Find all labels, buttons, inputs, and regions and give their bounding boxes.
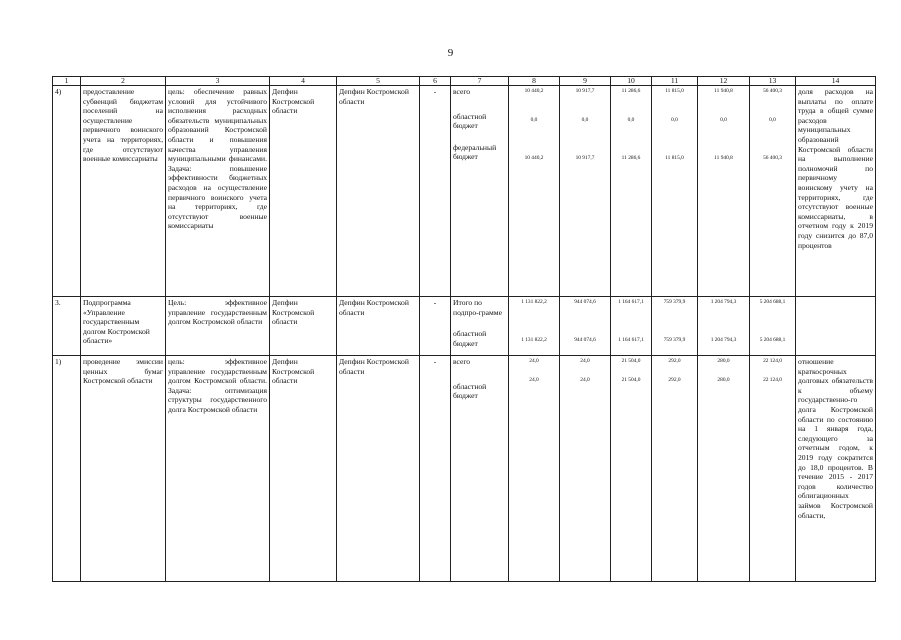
page-number: 9: [447, 47, 454, 59]
cell-value: 10 440,2: [524, 155, 544, 162]
cell-value: 1 131 822,2: [521, 337, 547, 344]
value-2016: [560, 356, 611, 582]
value-2017: [611, 356, 652, 582]
row-number: 3.: [53, 297, 81, 356]
target-indicator: отношение краткосрочных долговых обязательств к объему государственно-го долга Костромской области по состоянию на 1 января года, следующего за отчетным годом, к 2019 году сократится до 18,0 процентов. В течение 2015 - 2017 годов количество облигационных займов Костромской области,: [796, 356, 876, 582]
col-header: 12: [698, 77, 750, 86]
col-header: 2: [81, 77, 166, 86]
row-number: 4): [53, 86, 81, 297]
cell-value: 11 940,8: [714, 155, 733, 162]
source-label: областной бюджет: [453, 111, 487, 131]
cell-value: 10 917,7: [575, 155, 595, 162]
table-row: [53, 297, 876, 356]
cell-value: 5 204 688,1: [759, 337, 786, 344]
cell-value: 0,0: [530, 116, 538, 123]
col-header: 3: [166, 77, 270, 86]
source-label: Итого по подпро-грамме: [453, 298, 502, 317]
target-indicator: [796, 297, 876, 356]
cell-value: 759 379,9: [663, 337, 686, 344]
source-label: областной бюджет: [453, 329, 487, 348]
col-header: 6: [420, 77, 451, 86]
target-indicator: доля расходов на выплаты по оплате труда в общей сумме расходов муниципальных образований Костромской области на выполнение полномочий по первичному воинскому учету на территориях, где отсутствуют военные комиссариаты, в отчетном году к 2019 году снизится до 87,0 процентов: [796, 86, 876, 297]
value-2018: [652, 297, 698, 356]
cell-value: 11 286,6: [621, 155, 641, 162]
source-label: федеральный бюджет: [453, 142, 497, 162]
value-2019: [698, 86, 750, 297]
cell-value: 22 124,0: [763, 358, 782, 364]
program-table: [52, 76, 876, 582]
col-header: 10: [611, 77, 652, 86]
cell-value: 22 124,0: [763, 377, 782, 384]
value-2017: [611, 297, 652, 356]
cell-value: 11 286,6: [621, 88, 641, 94]
cell-value: 11 940,8: [714, 88, 733, 94]
cell-value: 24,0: [580, 377, 590, 384]
event-name: предоставление субвенций бюджетам поселений на осуществление первичного воинского учета на территориях, где отсутствуют военные комиссариаты: [81, 86, 166, 297]
value-2016: [560, 297, 611, 356]
value-2019: [698, 356, 750, 582]
responsible: Депфин Костромской области: [337, 86, 420, 297]
col-header: 9: [560, 77, 611, 86]
value-2017: [611, 86, 652, 297]
cell-value: 1 164 617,1: [618, 299, 644, 305]
cell-value: 0,0: [720, 116, 727, 123]
value-total: [750, 86, 796, 297]
cell-value: 944 074,6: [574, 337, 596, 344]
executor: Депфин Костромской области: [270, 356, 337, 582]
cell-value: 1 204 794,3: [710, 299, 737, 305]
executor: Депфин Костромской области: [270, 86, 337, 297]
goal-text: цель: обеспечение равных условий для устойчивого исполнения расходных обязательств муниципальных образований Костромской области и повышения качества управления муниципальными финансами. Задача: повышение эффективности бюджетных расходов на осуществление первичного воинского учета на территориях, где отсутствуют военные комиссариаты: [166, 86, 270, 297]
cell-value: 0,0: [581, 116, 589, 123]
cell-value: 21 504,0: [621, 358, 641, 364]
source-label: всего: [453, 357, 471, 366]
cell-value: 24,0: [529, 377, 539, 384]
cell-value: 11 815,0: [665, 88, 684, 94]
value-total: [750, 356, 796, 582]
value-2015: [509, 356, 560, 582]
col-header: 1: [53, 77, 81, 86]
value-2016: [560, 86, 611, 297]
cell-value: 292,0: [668, 358, 681, 364]
value-total: [750, 297, 796, 356]
cell-value: 0,0: [671, 116, 678, 123]
cell-value: 24,0: [580, 358, 590, 364]
cell-value: 56 400,3: [763, 88, 782, 94]
cell-value: 11 815,0: [665, 155, 684, 162]
event-name: проведение эмиссии ценных бумаг Костромской области: [81, 356, 166, 582]
value-2018: [652, 86, 698, 297]
source-label: всего: [453, 87, 471, 96]
cell-value: 944 074,6: [574, 299, 596, 305]
cell-value: 292,0: [668, 377, 681, 384]
cell-value: 21 504,0: [621, 377, 641, 384]
col-header: 14: [796, 77, 876, 86]
value-2015: [509, 86, 560, 297]
value-2018: [652, 356, 698, 582]
cell-value: 1 164 617,1: [618, 337, 644, 344]
col-header: 11: [652, 77, 698, 86]
funding-sources: [451, 356, 509, 582]
cell-value: 24,0: [529, 358, 539, 364]
funding-sources: [451, 297, 509, 356]
cell-value: 10 917,7: [575, 88, 595, 94]
col6-value: -: [420, 297, 451, 356]
col-header: 8: [509, 77, 560, 86]
goal-text: Цель: эффективное управление государственным долгом Костромской области: [166, 297, 270, 356]
cell-value: 280,0: [717, 358, 730, 364]
cell-value: 280,0: [717, 377, 730, 384]
value-2015: [509, 297, 560, 356]
cell-value: 1 131 822,2: [521, 299, 547, 305]
col6-value: -: [420, 86, 451, 297]
event-name: Подпрограмма «Управление государственным долгом Костромской области»: [81, 297, 166, 356]
column-number-row: [53, 77, 876, 86]
goal-text: цель: эффективное управление государственным долгом Костромской области. Задача: оптимизация структуры государственного долга Костромской области: [166, 356, 270, 582]
col-header: 5: [337, 77, 420, 86]
cell-value: 759 379,9: [663, 299, 686, 305]
value-2019: [698, 297, 750, 356]
responsible: Депфин Костромской области: [337, 356, 420, 582]
col6-value: -: [420, 356, 451, 582]
cell-value: 0,0: [627, 116, 635, 123]
funding-sources: [451, 86, 509, 297]
cell-value: 56 400,3: [763, 155, 782, 162]
cell-value: 5 204 688,1: [759, 299, 786, 305]
cell-value: 10 440,2: [524, 88, 544, 94]
row-number: 1): [53, 356, 81, 582]
table-row: [53, 86, 876, 297]
responsible: Депфин Костромской области: [337, 297, 420, 356]
col-header: 7: [451, 77, 509, 86]
table-row: [53, 356, 876, 582]
executor: Депфин Костромской области: [270, 297, 337, 356]
cell-value: 0,0: [769, 116, 776, 123]
col-header: 4: [270, 77, 337, 86]
source-label: областной бюджет: [453, 381, 487, 401]
col-header: 13: [750, 77, 796, 86]
cell-value: 1 204 794,3: [710, 337, 737, 344]
